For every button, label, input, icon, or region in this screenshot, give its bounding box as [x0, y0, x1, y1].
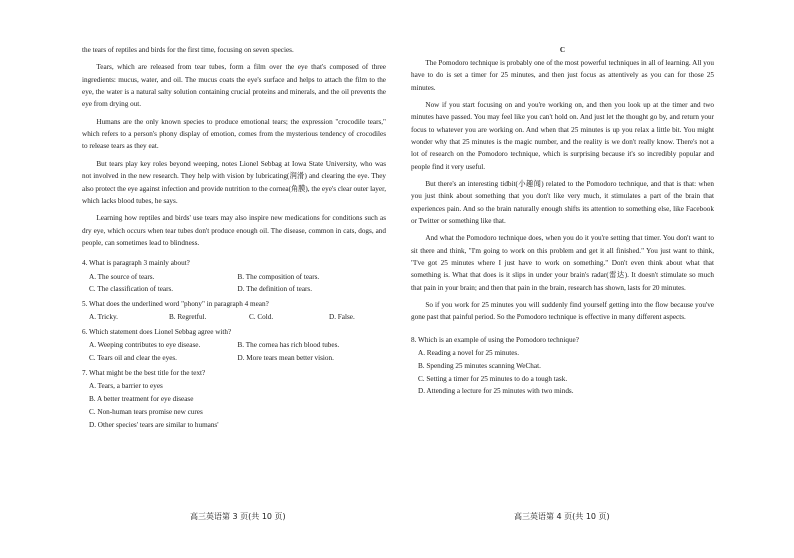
option-a: A. Tricky.: [89, 313, 118, 322]
question-stem: 4. What is paragraph 3 mainly about?: [82, 259, 190, 268]
paragraph-4: But tears play key roles beyond weeping, notes Lionel Sebbag at Iowa State University, who was not involved in the new research. They help with vision by lubricating(润滑) and clearing the eye. They also protect the eye against infection and provide nutrition to the cornea(角膜), the eye's clear outer layer, which lacks blood tubes, he says.: [82, 159, 386, 205]
paragraph-continuation: the tears of reptiles and birds for the first time, focusing on seven species.: [82, 46, 294, 54]
page-footer-left: 高三英语第 3 页(共 10 页): [190, 512, 286, 521]
option-c: C. Tears oil and clear the eyes.: [89, 354, 177, 363]
option-a: A. Tears, a barrier to eyes: [89, 382, 163, 391]
paragraph-4: And what the Pomodoro technique does, when you do it you're setting that timer. You don't want to sit there and think, "I'm going to work on this problem and get it all finished." You just want to think, "I've got 25 minutes where I just have to work on something." Don't even think about what that something is. What that does is it slips in under your brain's radar(雷达). It doesn't stimulate so much that pain in your brain; and then that pain in the brain, research has shown, lasts for 20 minutes.: [411, 234, 714, 292]
option-b: B. Spending 25 minutes scanning WeChat.: [418, 361, 541, 370]
option-c: C. Setting a timer for 25 minutes to do a tough task.: [418, 374, 568, 383]
paragraph-2: Now if you start focusing on and you're working on, and then you look up at the timer and two minutes have passed. You may feel like you can't hold on. And just let the thought go by, and return your focus to whatever you are working on. And when that 25 minutes is up you relax a little bit. You might wonder why that 25 minutes is the magic number, and the reality is we don't really know. There's not a lot of research on the Pomodoro technique, which is surprising because it's so incredibly popular and people find it very useful.: [411, 101, 714, 171]
option-d: D. False.: [329, 313, 355, 322]
option-a: A. The source of tears.: [89, 272, 155, 281]
option-c: C. Cold.: [249, 313, 274, 322]
question-options: [89, 380, 386, 431]
question-5: [82, 298, 386, 324]
option-b: B. The composition of tears.: [237, 272, 320, 281]
option-a: A. Weeping contributes to eye disease.: [89, 341, 201, 350]
question-stem: 5. What does the underlined word "phony" in paragraph 4 mean?: [82, 300, 269, 309]
question-stem: 8. Which is an example of using the Pomodoro technique?: [411, 335, 579, 344]
paragraph-5: So if you work for 25 minutes you will suddenly find yourself getting into the flow because you've gone past that painful period. So the Pomodoro technique is effective in many different aspects.: [411, 301, 714, 322]
question-stem: 7. What might be the best title for the text?: [82, 369, 206, 378]
option-b: B. A better treatment for eye disease: [89, 395, 194, 404]
question-4: [82, 257, 386, 296]
paragraph-2: Tears, which are released from tear tubes, form a film over the eye that's composed of three ingredients: mucus, water, and oil. The mucus coats the eye's surface and helps to attach the film to the eye, the water is a natural salty solution containing crucial proteins and minerals, and the oil prevents the eye from drying out.: [82, 63, 386, 109]
option-d: D. The definition of tears.: [237, 285, 313, 294]
left-page-column: [82, 44, 386, 433]
question-options: [418, 347, 714, 398]
right-page-column: [411, 44, 714, 399]
section-heading: C: [559, 46, 566, 54]
question-options: [89, 339, 386, 365]
question-options: [89, 271, 386, 297]
option-c: C. The classification of tears.: [89, 285, 174, 294]
option-d: D. Attending a lecture for 25 minutes with two minds.: [418, 387, 574, 396]
question-options: [89, 311, 386, 324]
option-a: A. Reading a novel for 25 minutes.: [418, 348, 520, 357]
paragraph-5: Learning how reptiles and birds' use tears may also inspire new medications for conditions such as dry eye, which occurs when tear tubes don't produce enough oil. The disease, common in cats, dogs, and people, can sometimes lead to blindness.: [82, 214, 386, 247]
option-d: D. More tears mean better vision.: [237, 354, 334, 363]
page-footer-right: 高三英语第 4 页(共 10 页): [514, 512, 610, 521]
question-stem: 6. Which statement does Lionel Sebbag agree with?: [82, 328, 232, 337]
option-b: B. Regretful.: [169, 313, 207, 322]
question-7: [82, 367, 386, 431]
question-6: [82, 326, 386, 365]
option-c: C. Non-human tears promise new cures: [89, 407, 203, 416]
paragraph-3: Humans are the only known species to produce emotional tears; the expression "crocodile tears," which refers to a person's phony display of emotion, comes from the mysterious tendency of crocodiles to release tears as they eat.: [82, 117, 386, 151]
question-8: [411, 334, 714, 398]
paragraph-1: The Pomodoro technique is probably one of the most powerful techniques in all of learning. All you have to do is set a timer for 25 minutes, and then just focus as attentively as you can for those 25 minutes.: [411, 59, 714, 92]
option-b: B. The cornea has rich blood tubes.: [237, 341, 340, 350]
paragraph-3: But there's an interesting tidbit(小趣闻) related to the Pomodoro technique, and that is that: when you just think about something that you don't like very much, it stimulates a part of the brain that experiences pain. And so the brain naturally enough shifts its attention to something else, like Facebook or Twitter or something like that.: [411, 180, 714, 225]
option-d: D. Other species' tears are similar to humans': [89, 420, 219, 429]
